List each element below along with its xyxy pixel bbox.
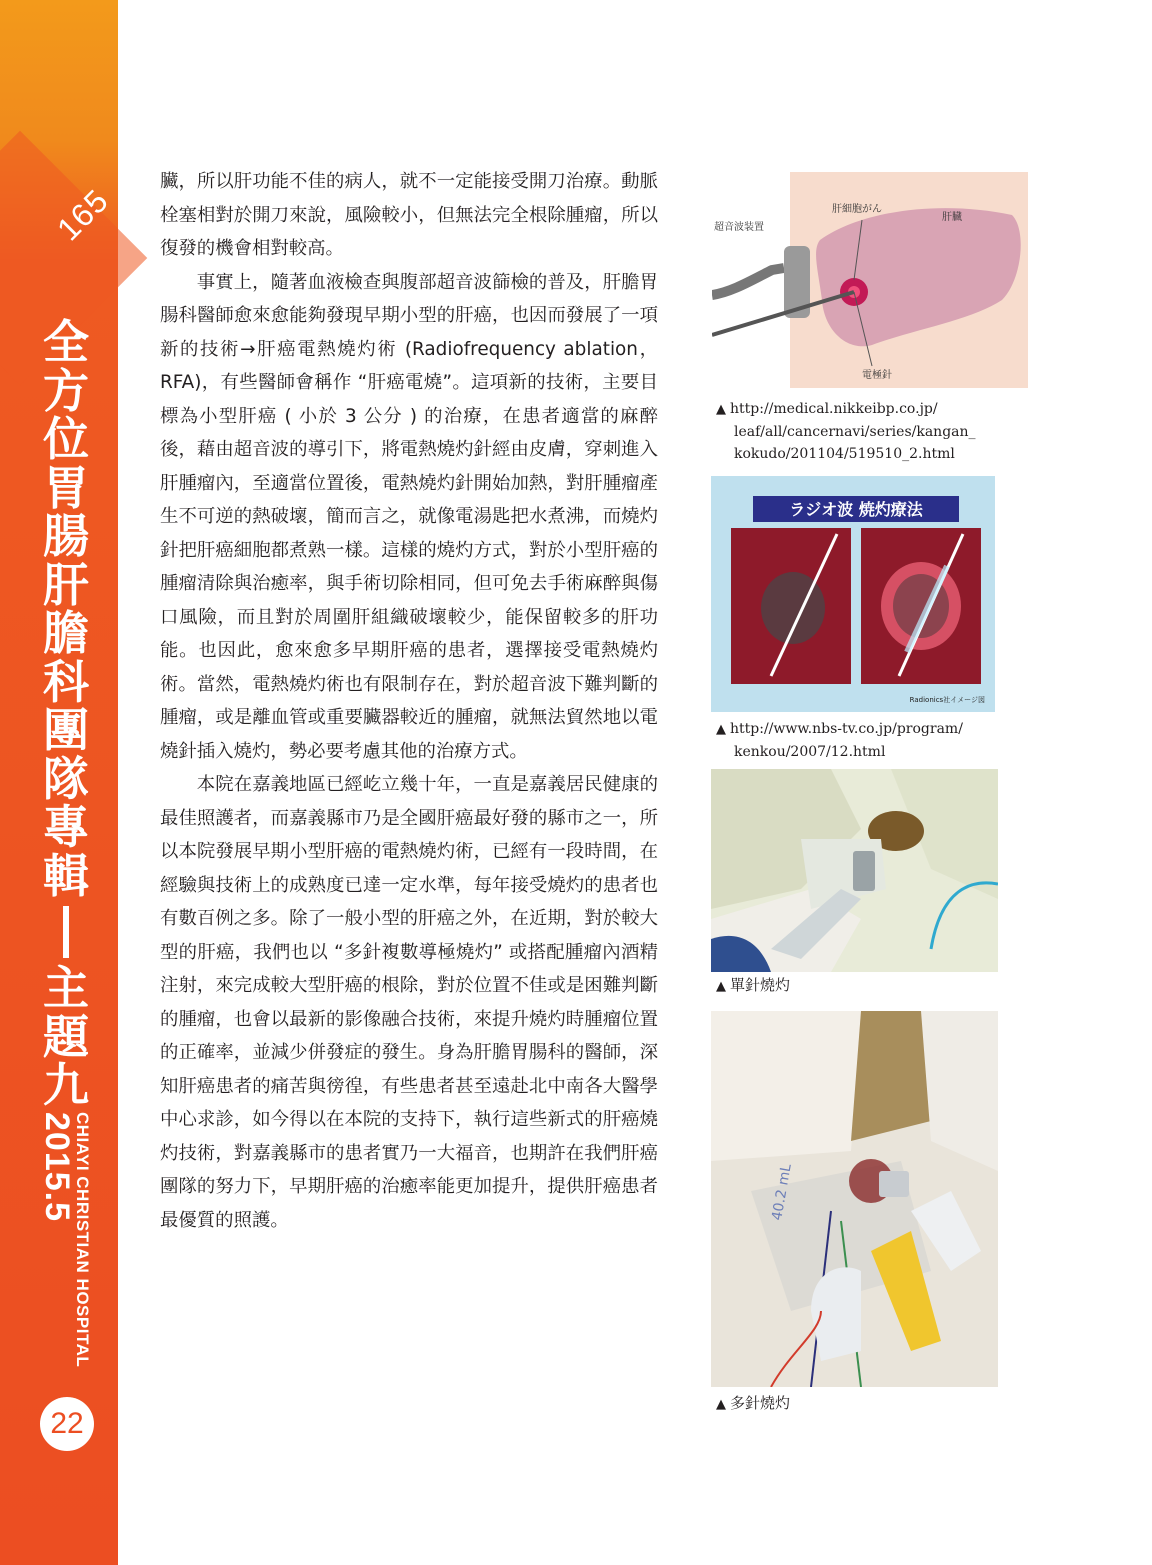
issue-number: 165 [50,182,116,248]
triangle-icon: ▲ [716,402,726,417]
series-title-text: 全方位胃腸肝膽科團隊專輯 [43,315,89,903]
fig2-caption-line-1: http://www.nbs-tv.co.jp/program/ [730,721,963,737]
title-dash [63,906,69,958]
rfa-diagram-svg [712,170,1028,390]
fig1-caption-line-2: leaf/all/cancernavi/series/kangan_ [734,424,976,440]
page-number-badge [40,1397,94,1451]
label-liver: 肝臓 [942,212,962,223]
broadcast-banner: ラジオ波 焼灼療法 [789,500,923,519]
triangle-icon: ▲ [716,722,726,737]
fig1-caption-line-1: http://medical.nikkeibp.co.jp/ [730,401,938,417]
tape-label: 40.2 mL [769,1162,795,1222]
fig4-caption-text: 多針燒灼 [730,1394,791,1412]
sidebar-band [0,0,118,1565]
fig1-caption-line-3: kokudo/201104/519510_2.html [734,446,955,462]
rfa-broadcast-svg [711,476,995,712]
figure-1-caption [716,398,1016,465]
figure-rfa-broadcast [711,476,995,712]
article-paragraph-2: 事實上，隨著血液檢查與腹部超音波篩檢的普及，肝膽胃腸科醫師愈來愈能夠發現早期小型的肝癌，也因而發展了一項新的技術→肝癌電熱燒灼術 (Radiofrequency ablation，RFA)，有些醫師會稱作 “肝癌電燒”。這項新的技術，主要目標為小型肝癌 ( 小於 3 公分 ) 的治療，在患者適當的麻醉後，藉由超音波的導引下，將電熱燒灼針經由皮膚，穿刺進入肝腫瘤內，至適當位置後，電熱燒灼針開始加熱，對肝腫瘤產生不可逆的熱破壞，簡而言之，就像電湯匙把水煮沸，而燒灼針把肝癌細胞都煮熟一樣。這樣的燒灼方式，對於小型肝癌的腫瘤清除與治癒率，與手術切除相同，但可免去手術麻醉與傷口風險，而且對於周圍肝組織破壞較少，能保留較多的肝功能。也因此，愈來愈多早期肝癌的患者，選擇接受電熱燒灼術。當然，電熱燒灼術也有限制存在，對於超音波下難判斷的腫瘤，或是離血管或重要臟器較近的腫瘤，就無法貿然地以電燒針插入燒灼，勢必要考慮其他的治療方式。 [160,271,658,762]
label-probe: 超音波装置 [714,222,764,233]
figure-rfa-diagram [712,170,1028,390]
single-needle-photo-svg [711,769,998,972]
triangle-icon: ▲ [716,1397,726,1412]
publication-date: 2015.5 [38,1112,76,1222]
figure-single-needle-photo [711,769,998,972]
page-number: 22 [50,1407,84,1440]
label-needle: 電極針 [862,370,892,381]
article-paragraph-3: 本院在嘉義地區已經屹立幾十年，一直是嘉義居民健康的最佳照護者，而嘉義縣市乃是全國肝癌最好發的縣市之一，所以本院發展早期小型肝癌的電熱燒灼術，已經有一段時間，在經驗與技術上的成熟度已達一定水準，每年接受燒灼的患者也有數百例之多。除了一般小型的肝癌之外，在近期，對於較大型的肝癌，我們也以 “多針複數導極燒灼” 或搭配腫瘤內酒精注射，來完成較大型肝癌的根除，對於位置不佳或是困難判斷的腫瘤，也會以最新的影像融合技術，來提升燒灼時腫瘤位置的正確率，並減少併發症的發生。身為肝膽胃腸科的醫師，深知肝癌患者的痛苦與徬徨，有些患者甚至遠赴北中南各大醫學中心求診，如今得以在本院的支持下，執行這些新式的肝癌燒灼技術，對嘉義縣市的患者實乃一大福音，也期許在我們肝癌團隊的努力下，早期肝癌的治癒率能更加提升，提供肝癌患者最優質的照護。 [160,774,658,1231]
triangle-icon: ▲ [716,979,726,994]
article-paragraph-1: 臟，所以肝功能不佳的病人，就不一定能接受開刀治療。動脈栓塞相對於開刀來說，風險較小，但無法完全根除腫瘤，所以復發的機會相對較高。 [160,171,658,259]
hospital-name: CHIAYI CHRISTIAN HOSPITAL [73,1112,92,1368]
article-body [160,165,658,1237]
figure-3-caption [716,974,790,998]
figure-2-caption [716,718,1016,763]
multi-needle-photo-svg [711,1011,998,1387]
broadcast-credit: Radionics社イメージ図 [909,696,985,704]
fig3-caption-text: 單針燒灼 [730,976,791,994]
figure-4-caption [716,1392,790,1416]
label-tumor: 肝細胞がん [832,204,882,215]
figure-multi-needle-photo [711,1011,998,1387]
series-theme: 主題九 [43,961,89,1112]
fig2-caption-line-2: kenkou/2007/12.html [734,744,886,760]
series-title [36,315,96,1112]
